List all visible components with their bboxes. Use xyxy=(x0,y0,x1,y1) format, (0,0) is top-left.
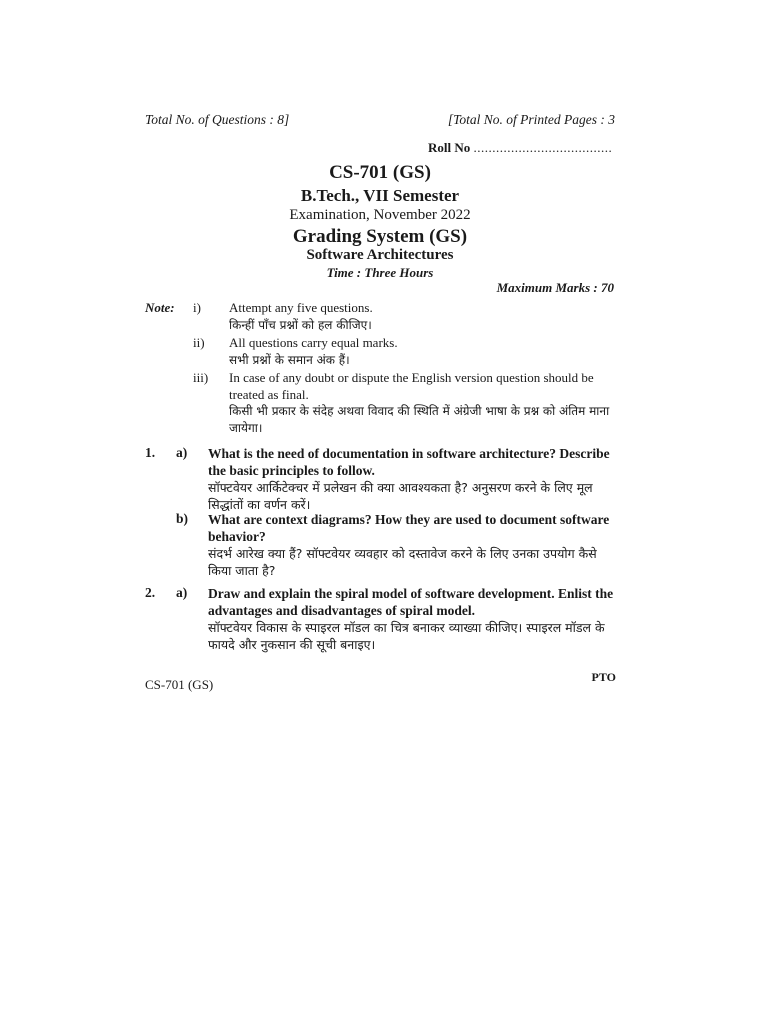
roll-number xyxy=(428,140,612,156)
question-number: 1. xyxy=(145,445,156,460)
paper-code: CS-701 (GS) xyxy=(329,162,431,183)
question-part xyxy=(208,585,618,653)
maximum-marks: Maximum Marks : 70 xyxy=(496,280,614,295)
exam-session: Examination, November 2022 xyxy=(289,207,471,223)
grading-system: Grading System (GS) xyxy=(292,226,468,247)
roll-label: Roll No xyxy=(428,140,471,155)
note-item-hi: किन्हीं पाँच प्रश्नों को हल कीजिए। xyxy=(229,317,372,332)
note-item xyxy=(229,370,619,436)
note-item-en: In case of any doubt or dispute the English version question should be treated as final. xyxy=(229,370,594,402)
question-part-hi: संदर्भ आरेख क्या हैं? सॉफ्टवेयर व्यवहार को दस्तावेज करने के लिए उनका उपयोग कैसे किया जाता है? xyxy=(208,546,597,578)
question-part-label: b) xyxy=(176,511,189,526)
question-part-label: a) xyxy=(176,585,188,600)
question-part xyxy=(208,511,618,579)
note-item-number: i) xyxy=(193,300,201,315)
subject-title: Software Architectures xyxy=(306,247,454,263)
note-item xyxy=(229,335,619,368)
question-part-hi: सॉफ्टवेयर विकास के स्पाइरल मॉडल का चित्र बनाकर व्याख्या कीजिए। स्पाइरल मॉडल के फायदे और नुकसान की सूची बनाइए। xyxy=(208,620,605,652)
time-allowed: Time : Three Hours xyxy=(326,265,434,280)
note-item-hi: किसी भी प्रकार के संदेह अथवा विवाद की स्थिति में अंग्रेजी भाषा के प्रश्न को अंतिम माना जायेगा। xyxy=(229,404,610,435)
note-label: Note: xyxy=(145,300,175,315)
roll-dots: ..................................... xyxy=(473,140,613,155)
total-pages: [Total No. of Printed Pages : 3 xyxy=(447,112,615,127)
question-part-label: a) xyxy=(176,445,188,460)
note-item-en: All questions carry equal marks. xyxy=(229,335,398,350)
course-name: B.Tech., VII Semester xyxy=(300,186,460,205)
note-item xyxy=(229,300,619,333)
question-part xyxy=(208,445,618,513)
question-part-en: Draw and explain the spiral model of software development. Enlist the advantages and disadvantages of spiral model. xyxy=(208,586,614,618)
note-item-hi: सभी प्रश्नों के समान अंक हैं। xyxy=(229,352,350,367)
note-item-number: iii) xyxy=(193,370,209,385)
note-item-en: Attempt any five questions. xyxy=(229,300,373,315)
footer-paper-code: CS-701 (GS) xyxy=(145,677,214,692)
question-part-hi: सॉफ्टवेयर आर्किटेक्चर में प्रलेखन की क्या आवश्यकता है? अनुसरण करने के लिए मूल सिद्धांतों का वर्णन करें। xyxy=(208,480,593,512)
page-turn-over: PTO xyxy=(591,670,616,684)
note-item-number: ii) xyxy=(193,335,205,350)
question-part-en: What is the need of documentation in software architecture? Describe the basic principles to follow. xyxy=(208,446,610,478)
question-number: 2. xyxy=(145,585,156,600)
total-questions: Total No. of Questions : 8] xyxy=(145,112,290,127)
question-part-en: What are context diagrams? How they are used to document software behavior? xyxy=(208,512,610,544)
